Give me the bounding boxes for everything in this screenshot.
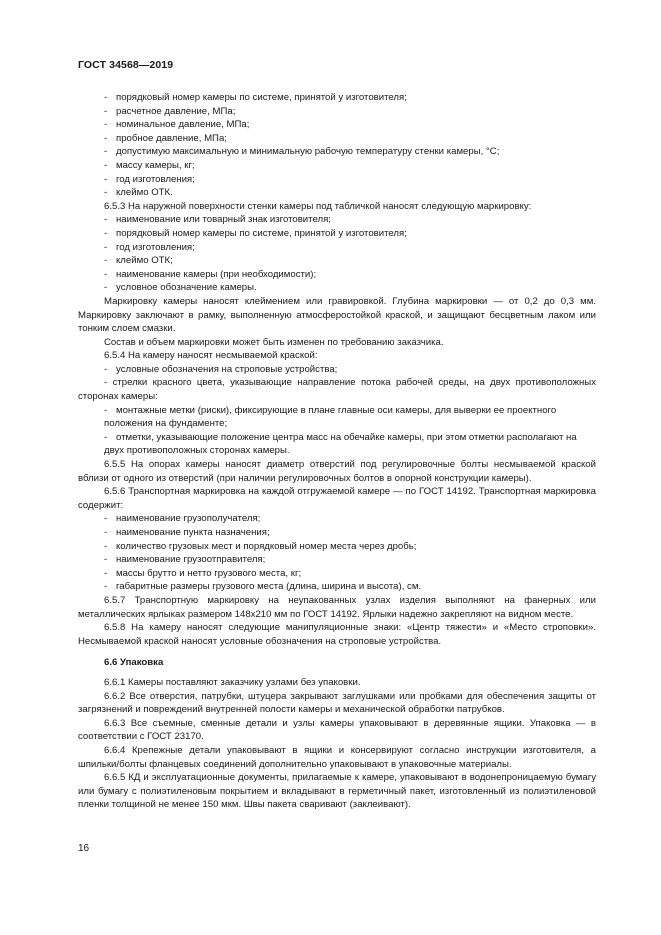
list-dash: - bbox=[104, 255, 108, 267]
paragraph: 6.6.4 Крепежные детали упаковывают в ящики и консервируют согласно инструкции изготовителя, а шпильки/болты фланцевых соединений дополнительно упаковывают в упаковочные материалы. bbox=[78, 744, 596, 770]
list-item-text: наименование камеры (при необходимости); bbox=[116, 268, 317, 280]
page-number: 16 bbox=[78, 843, 90, 854]
list-item bbox=[78, 580, 596, 594]
list-item bbox=[78, 91, 596, 105]
paragraph: 6.5.8 На камеру наносят следующие манипуляционные знаки: «Центр тяжести» и «Место строповки». Несмываемой краской наносят условные обозначения на строповые устройства. bbox=[78, 622, 596, 647]
list-item bbox=[78, 105, 596, 119]
paragraph: 6.5.6 Транспортная маркировка на каждой отгружаемой камере — по ГОСТ 14192. Транспортная маркировка содержит: bbox=[78, 486, 596, 511]
list-item bbox=[78, 145, 596, 159]
list-dash: - bbox=[104, 527, 108, 538]
paragraph: Маркировку камеры наносят клеймением или гравировкой. Глубина маркировки — от 0,2 до 0,3 мм. Маркировку заключают в рамку, выполненную атмосферостойкой краской, и защищают бесцветным лаком или тонким слоем смазки. bbox=[78, 295, 596, 335]
list-dash: - bbox=[104, 227, 108, 239]
list-dash: - bbox=[104, 554, 108, 566]
page-header: ГОСТ 34568—2019 bbox=[78, 59, 174, 71]
list-item bbox=[78, 431, 596, 458]
list-dash: - bbox=[104, 404, 108, 416]
paragraph: - стрелки красного цвета, указывающие направление потока рабочей среды, на двух противоположных сторонах камеры: bbox=[78, 377, 596, 403]
list-item bbox=[78, 159, 596, 173]
list-item-text: условное обозначение камеры. bbox=[116, 282, 257, 294]
list-item bbox=[78, 227, 596, 241]
list-dash: - bbox=[104, 513, 108, 525]
list-dash: - bbox=[104, 431, 108, 443]
paragraph: 6.5.5 На опорах камеры наносят диаметр отверстий под регулировочные болты несмываемой краской вблизи от одного из отверстий (при наличии регулировочных болтов в опорной конструкции камеры). bbox=[78, 459, 596, 484]
list-dash: - bbox=[104, 119, 108, 131]
paragraph: 6.5.3 На наружной поверхности стенки камеры под табличкой наносят следующую маркировку: bbox=[104, 200, 532, 212]
list-dash: - bbox=[104, 132, 108, 144]
list-dash: - bbox=[104, 159, 108, 171]
list-item-text: массы брутто и нетто грузового места, кг; bbox=[116, 567, 302, 579]
list-item bbox=[78, 567, 596, 581]
list-dash: - bbox=[104, 241, 108, 253]
list-item-text: год изготовления; bbox=[116, 241, 195, 253]
list-item bbox=[78, 512, 596, 526]
list-item bbox=[78, 268, 596, 282]
list-dash: - bbox=[104, 187, 108, 199]
list-dash: - bbox=[104, 214, 108, 226]
list-dash: - bbox=[104, 105, 108, 117]
list-item bbox=[78, 540, 596, 554]
list-item bbox=[78, 363, 596, 377]
list-dash: - bbox=[104, 268, 108, 280]
list-item-text: порядковый номер камеры по системе, принятой у изготовителя; bbox=[116, 92, 407, 103]
paragraph: 6.6.2 Все отверстия, патрубки, штуцера закрывают заглушками или пробками для обеспечения защиты от загрязнений и повреждений внутренней полости камеры и механической обработки патрубков. bbox=[78, 690, 596, 716]
list-item bbox=[78, 254, 596, 268]
paragraph: 6.5.4 На камеру наносят несмываемой краской: bbox=[104, 350, 318, 362]
list-item-text: расчетное давление, МПа; bbox=[116, 105, 236, 117]
list-item-text: наименование или товарный знак изготовителя; bbox=[116, 214, 331, 226]
list-item bbox=[78, 241, 596, 255]
list-item-text: количество грузовых мест и порядковый номер места через дробь; bbox=[116, 540, 417, 552]
list-item-text: наименование пункта назначения; bbox=[116, 527, 270, 538]
list-item-text: наименование грузополучателя; bbox=[116, 513, 261, 525]
list-item bbox=[78, 404, 596, 431]
list-item bbox=[78, 281, 596, 295]
list-item-text: пробное давление, МПа; bbox=[116, 132, 227, 144]
paragraph: 6.5.7 Транспортную маркировку на неупакованных узлах изделия выполняют на фанерных или металлических ярлыках размером 148х210 мм по ГОСТ 14192. Ярлыки надежно закрепляют на видном месте. bbox=[78, 594, 596, 620]
list-item-text: монтажные метки (риски), фиксирующие в плане главные оси камеры, для выверки ее проектного положения на фундаменте; bbox=[104, 404, 557, 430]
list-item bbox=[78, 186, 596, 200]
list-item-text: порядковый номер камеры по системе, принятой у изготовителя; bbox=[116, 227, 407, 239]
list-dash: - bbox=[104, 173, 108, 185]
list-item-text: номинальное давление, МПа; bbox=[116, 119, 250, 131]
list-item-text: условные обозначения на строповые устройства; bbox=[116, 363, 338, 375]
list-dash: - bbox=[104, 92, 108, 103]
list-item-text: отметки, указывающие положение центра масс на обечайке камеры, при этом отметки располагают на двух противоположных сторонах камеры. bbox=[104, 431, 577, 457]
list-item bbox=[78, 526, 596, 540]
list-dash: - bbox=[104, 567, 108, 579]
list-item-text: габаритные размеры грузового места (длина, ширина и высота), см. bbox=[116, 581, 422, 593]
list-dash: - bbox=[104, 581, 108, 593]
list-item-text: клеймо ОТК; bbox=[116, 255, 173, 267]
list-item bbox=[78, 213, 596, 227]
list-item-text: массу камеры, кг; bbox=[116, 159, 195, 171]
list-dash: - bbox=[104, 282, 108, 294]
list-item bbox=[78, 553, 596, 567]
list-item bbox=[78, 118, 596, 132]
list-item-text: допустимую максимальную и минимальную рабочую температуру стенки камеры, °С; bbox=[116, 146, 500, 158]
list-dash: - bbox=[104, 540, 108, 552]
list-dash: - bbox=[104, 363, 108, 375]
list-item-text: год изготовления; bbox=[116, 173, 195, 185]
list-item-text: клеймо ОТК. bbox=[116, 187, 173, 199]
paragraph: 6.6.1 Камеры поставляют заказчику узлами без упаковки. bbox=[104, 676, 361, 688]
paragraph: 6.6.3 Все съемные, сменные детали и узлы камеры упаковывают в деревянные ящики. Упаковка — в соответствии с ГОСТ 23170. bbox=[78, 717, 596, 743]
list-item-text: наименование грузоотправителя; bbox=[116, 554, 266, 566]
paragraph: Состав и объем маркировки может быть изменен по требованию заказчика. bbox=[104, 336, 444, 348]
list-item bbox=[78, 173, 596, 187]
paragraph: 6.6.5 КД и эксплуатационные документы, прилагаемые к камере, упаковывают в водонепроницаемую бумагу или бумагу с полиэтиленовым покрытием и вкладывают в герметичный пакет, изготовленный из полиэтиленовой пленки толщиной не менее 150 мкм. Швы пакета сваривают (заклеивают). bbox=[78, 772, 596, 811]
list-dash: - bbox=[104, 146, 108, 158]
section-heading: 6.6 Упаковка bbox=[104, 657, 164, 669]
list-item bbox=[78, 132, 596, 146]
document-body bbox=[78, 91, 596, 812]
